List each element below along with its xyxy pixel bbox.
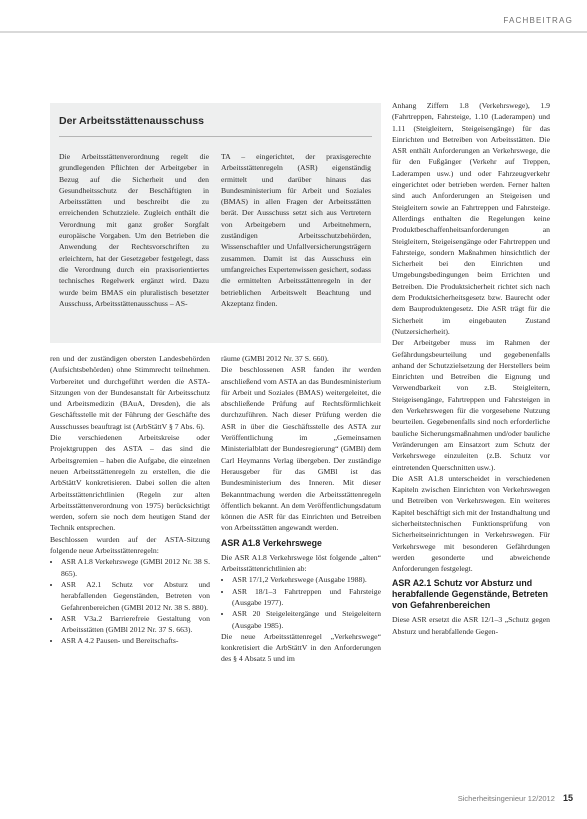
paragraph: Die ASR A1.8 Verkehrswege löst folgende „alten“ Arbeitsstättenrichtlinien ab:: [221, 552, 381, 574]
header-rule: [0, 31, 587, 33]
paragraph: Die ASR A1.8 unterscheidet in verschiedenen Kapiteln zwischen Einrichten von Verkehrswegen und Betreiben von Verkehrswegen. Ein weiteres Kapitel beschäftigt sich mit der Instandhaltung und sicherheitstechnischen Funktionsprüfung von Sicherheitseinrichtungen in Verkehrswegen. Für Verkehrswege mit besonderen Gefährdungen werden gesonderte und abweichende Anforderungen festgelegt.: [392, 473, 550, 574]
infobox-title: Der Arbeitsstättenausschuss: [59, 115, 204, 127]
section-heading: ASR A2.1 Schutz vor Absturz und herabfallende Gegenstände, Betreten von Gefahrenbereichen: [392, 578, 548, 611]
paragraph: Diese ASR ersetzt die ASR 12/1–3 „Schutz gegen Absturz und herabfallende Gegen-: [392, 615, 550, 636]
right-column: [392, 100, 550, 637]
paragraph: Beschlossen wurden auf der ASTA-Sitzung folgende neue Arbeitsstättenregeln:: [50, 534, 210, 556]
paragraph: Der Arbeitgeber muss im Rahmen der Gefährdungsbeurteilung und gegebenenfalls anhand der Schutzzielsetzung der Herstellers beim Einrichten und Betreiben die Eignung und Verwendbarkeit von z.B. Steigleitern, Steigeisengänge, Fahrtreppen und Fahrsteigen in den Verkehrswegen für die vorgesehene Nutzung beurteilen. Gegebenenfalls sind noch erforderliche bauliche Sicherungsmaßnahmen und/oder bauliche Veränderungen am Einsatzort zum Schutz der Verkehrswege einzuleiten (z.B. Schutz vor eintretenden Querschnitten usw.).: [392, 338, 550, 472]
left-column: [50, 353, 210, 647]
list-item: • ASR A1.8 Verkehrswege (GMBl 2012 Nr. 38 S. 865).: [61, 556, 210, 579]
paragraph: ren und der zuständigen obersten Landesbehörden (Aufsichtsbehörden) ohne Stimmrecht teilnehmen. Vorbereitet und durchgeführt werden die ASTA-Sitzungen von der Bundesanstalt für Arbeitsschutz und Arbeitsmedizin (BAuA, Dresden), die als Geschäftsstelle mit der Führung der Geschäfte des Ausschusses beauftragt ist (ArbStättV § 7 Abs. 6).: [50, 354, 210, 431]
bullet-list: [50, 556, 210, 646]
infobox-text-left: Die Arbeitsstättenverordnung regelt die grundlegenden Pflichten der Arbeitgeber in Bezug auf die Sicherheit und den Gesundheitsschutz der Beschäftigten in Arbeitsstätten und beschreibt die zu erreichenden Schutzziele. Zugleich enthält die Verordnung mit ganz großer Sorgfalt europäische Vorgaben. Um den Betrieben die Anwendung der Rechtsvorschriften zu erleichtern, hat der Gesetzgeber festgelegt, dass die Verordnung durch ein praxisorientiertes technisches Regelwerk ergänzt wird. Dazu wurde beim BMAS ein pluralistisch besetzter Ausschuss, Arbeitsstättenausschuss – AS-: [59, 152, 209, 308]
infobox-divider: [59, 136, 372, 137]
list-item: • ASR A2.1 Schutz vor Absturz und herabfallenden Gegenständen, Betreten von Gefahrenbereichen (GMBl 2012 Nr. 38 S. 880).: [61, 579, 210, 613]
paragraph: Anhang Ziffern 1.8 (Verkehrswege), 1.9 (Fahrtreppen, Fahrsteige, 1.10 (Laderampen) und 1.11 (Steigleitern, Steigeisengänge) für das Einrichten und Betreiben von Arbeitsstätten. Die ASR enthält Anforderungen an Verkehrswege, die für den Fußgänger (Verkehr auf Treppen, Laderampen usw.) und oder Fahrzeugverkehr eingerichtet oder betrieben werden. Ferner halten sind auch Anforderungen an Steigeisen und Steigleitern sowie an Fahrtreppen und Fahrsteige. Allerdings enthalten die Regelungen keine Produktbeschaffenheitsanforderungen an Steigleitern, Steigeisengänge oder Fahrtreppen und Fahrsteige, sondern Maßnahmen hinsichtlich der Sicherheit bei den Einrichten und Umgebungsbedingungen beim Errichten und Betreiben. Die Produktsicherheit richtet sich nach dem Produktsicherheitsgesetz bzw. Baurecht oder dem Bauproduktengesetz. Die ASR trägt für die Sicherheit im eingebauten Zustand (Nutzersicherheit).: [392, 101, 550, 336]
bullet-list: [221, 574, 381, 630]
section-label: FACHBEITRAG: [503, 16, 573, 25]
list-item: • ASR 20 Steigeleitergänge und Steigeleitern (Ausgabe 1985).: [232, 608, 381, 631]
infobox-column-left: [59, 151, 209, 309]
paragraph: Die neue Arbeitsstättenregel „Verkehrswege“ konkretisiert die ArbStättV in den Anforderungen des § 4 Absatz 5 und im: [221, 631, 381, 664]
paragraph: Die verschiedenen Arbeitskreise oder Projektgruppen des ASTA – das sind die Arbeitsgremien – haben die Aufgabe, die einzelnen neuen Arbeitsstättenregeln zu erstellen, die die ArbStättV konkretisieren. Dabei sollen die alten Arbeitsstättenrichtlinien (Regeln zur alten Arbeitsstättenverordnung von 1975) berücksichtigt werden, sofern sie noch dem heutigen Stand der Technik entsprechen.: [50, 433, 210, 533]
list-item: • ASR 18/1–3 Fahrtreppen und Fahrsteige (Ausgabe 1977).: [232, 586, 381, 609]
page-number: 15: [562, 793, 573, 803]
page-footer: [458, 793, 573, 803]
section-heading: ASR A1.8 Verkehrswege: [221, 537, 322, 548]
infobox: [50, 103, 381, 343]
list-item: • ASR V3a.2 Barrierefreie Gestaltung von Arbeitsstätten (GMBl 2012 Nr. 37 S. 663).: [61, 613, 210, 636]
paragraph: Die beschlossenen ASR fanden ihr werden anschließend vom ASTA an das Bundesministerium für Arbeit und Soziales (BMAS) weitergeleitet, die abschließende Prüfung auf Rechtsförmlichkeit durchzuführen. Nach dieser Prüfung werden die ASR in über die Geschäftsstelle des ASTA zur Veröffentlichung im „Gemeinsamen Ministerialblatt der Bundesregierung“ (GMBl) dem Carl Heymanns Verlag übergeben. Der zuständige Herausgeber für das GMBl ist das Bundesministerium des Inneren. Mit dieser Bekanntmachung werden die Arbeitsstättenregeln öffentlich bekannt. An dem Veröffentlichungsdatum können die ASR für das Einrichten und Betreiben von Arbeitsstätten angewandt werden.: [221, 365, 381, 533]
list-item: • ASR A 4.2 Pausen- und Bereitschafts-: [61, 635, 210, 646]
list-item: • ASR 17/1,2 Verkehrswege (Ausgabe 1988).: [232, 574, 381, 585]
publication-info: Sicherheitsingenieur 12/2012: [457, 794, 555, 803]
infobox-text-right: TA – eingerichtet, der praxisgerechte Arbeitsstättenregeln (ASR) eigenständig ermittelt und darüber hinaus das Bundesministerium für Arbeit und Soziales (BMAS) in allen Fragen der Arbeitsstätten berät. Der Ausschuss setzt sich aus Vertretern von Arbeitgebern und Arbeitnehmern, zuständigen Arbeitsschutzbehörden, Wissenschaftler und Unfallversicherungsträgern zusammen. Damit ist das Ausschuss ein umfangreiches Expertenwissen gesichert, sodass die ermittelten Arbeitsstättenregeln in der betrieblichen Arbeitswelt Beachtung und Akzeptanz finden.: [221, 152, 371, 308]
infobox-column-right: [221, 151, 371, 309]
middle-column: [221, 353, 381, 665]
paragraph: räume (GMBl 2012 Nr. 37 S. 660).: [221, 354, 329, 363]
